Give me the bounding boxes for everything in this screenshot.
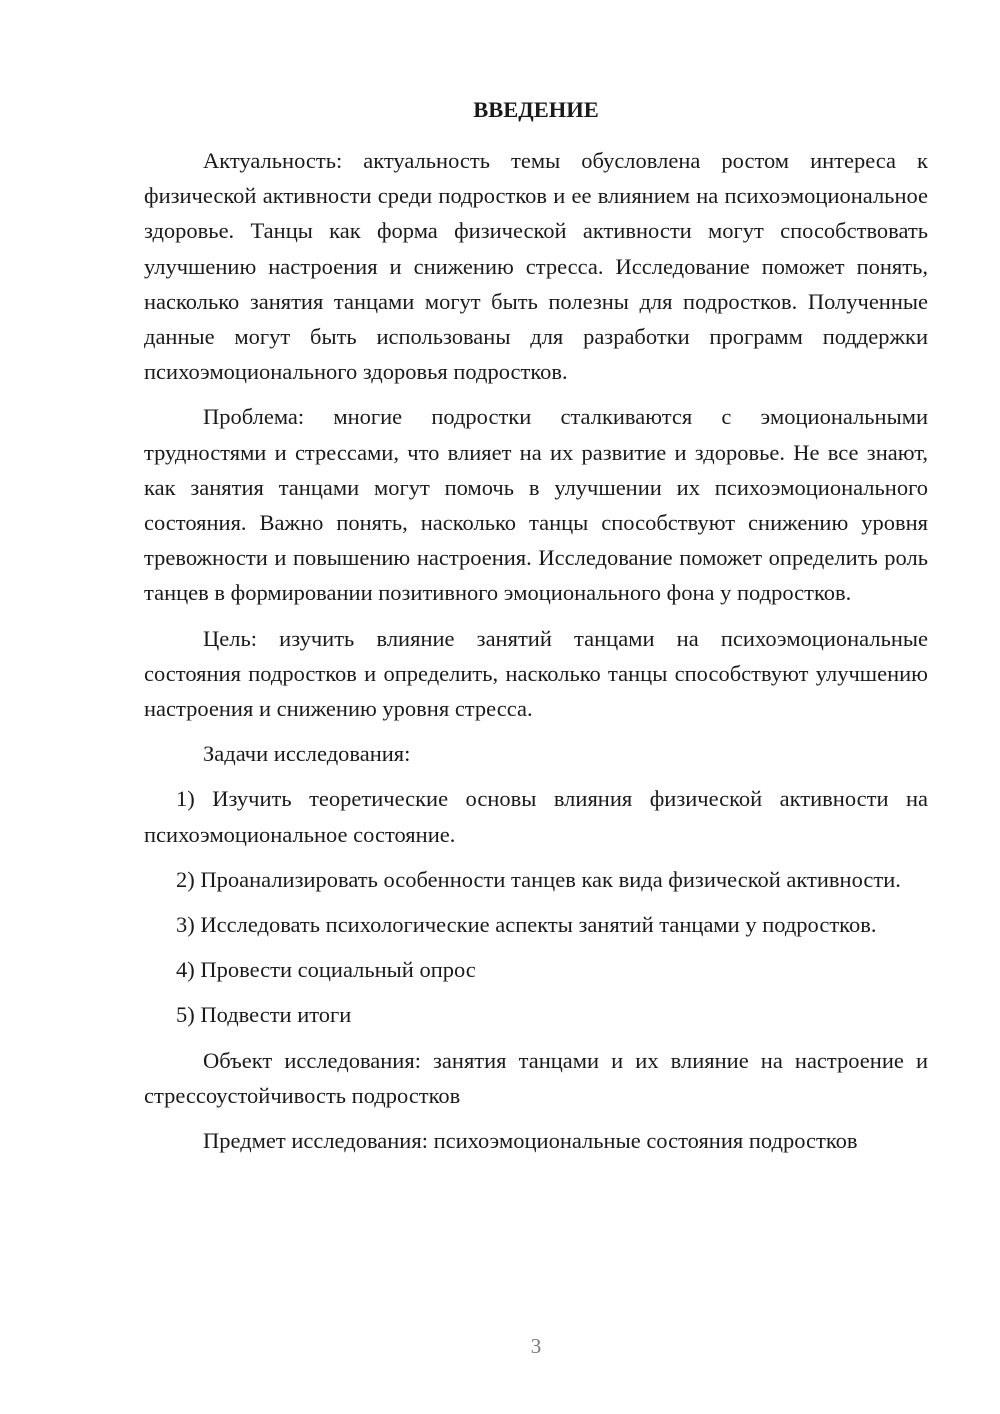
page-number: 3	[530, 1334, 542, 1358]
paragraph-relevance: Актуальность: актуальность темы обусловлена ростом интереса к физической активности среди подростков и ее влиянием на психоэмоциональное здоровье. Танцы как форма физической активности могут способствовать улучшению настроения и снижению стресса. Исследование поможет понять, насколько занятия танцами могут быть полезны для подростков. Полученные данные могут быть использованы для разработки программ поддержки психоэмоционального здоровья подростков.	[144, 148, 928, 385]
task-item-4: 4) Провести социальный опрос	[176, 957, 476, 983]
task-item-2: 2) Проанализировать особенности танцев как вида физической активности.	[176, 866, 901, 892]
tasks-heading: Задачи исследования:	[203, 741, 411, 767]
task-item-3: 3) Исследовать психологические аспекты занятий танцами у подростков.	[176, 912, 877, 938]
document-body	[144, 92, 928, 1168]
paragraph-object: Объект исследования: занятия танцами и их влияние на настроение и стрессоустойчивость подростков	[144, 1047, 928, 1108]
task-item-5: 5) Подвести итоги	[176, 1002, 352, 1028]
paragraph-problem: Проблема: многие подростки сталкиваются с эмоциональными трудностями и стрессами, что влияет на их развитие и здоровье. Не все знают, как занятия танцами могут помочь в улучшении их психоэмоционального состояния. Важно понять, насколько танцы способствуют снижению уровня тревожности и повышению настроения. Исследование поможет определить роль танцев в формировании позитивного эмоционального фона у подростков.	[144, 404, 928, 606]
paragraph-subject: Предмет исследования: психоэмоциональные состояния подростков	[203, 1128, 858, 1154]
paragraph-goal: Цель: изучить влияние занятий танцами на психоэмоциональные состояния подростков и определить, насколько танцы способствуют улучшению настроения и снижению уровня стресса.	[144, 625, 928, 722]
page-title: ВВЕДЕНИЕ	[473, 97, 599, 122]
task-item-1: 1) Изучить теоретические основы влияния физической активности на психоэмоциональное состояние.	[144, 786, 928, 847]
